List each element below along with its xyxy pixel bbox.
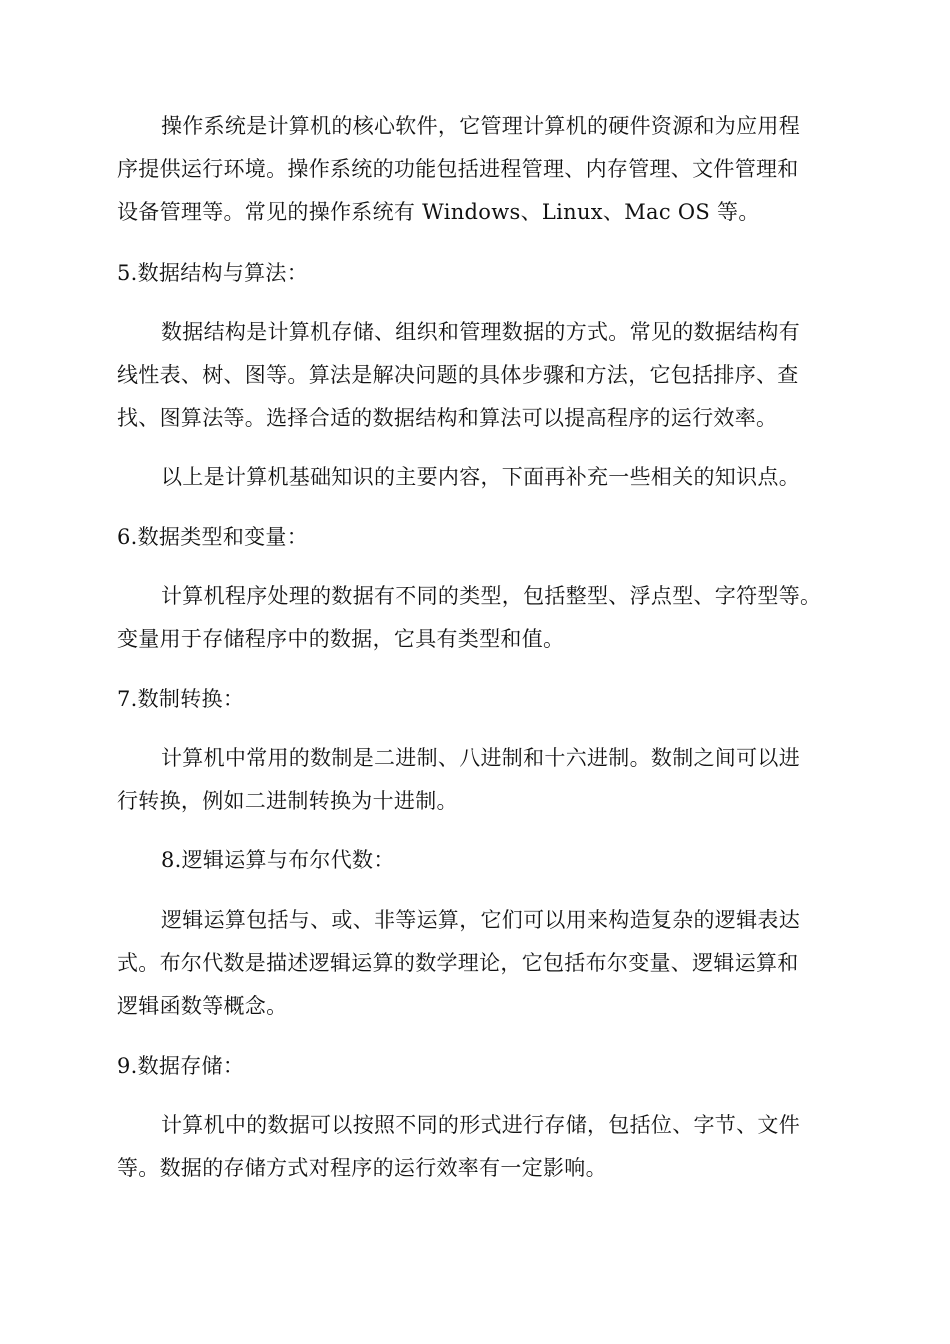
paragraph-ds-line-1: 数据结构是计算机存储、组织和管理数据的方式。常见的数据结构有 (161, 320, 800, 344)
paragraph-ds-line-3: 找、图算法等。选择合适的数据结构和算法可以提高程序的运行效率。 (117, 406, 778, 430)
paragraph-transition: 以上是计算机基础知识的主要内容，下面再补充一些相关的知识点。 (161, 465, 800, 489)
paragraph-storage-line-1: 计算机中的数据可以按照不同的形式进行存储，包括位、字节、文件 (161, 1113, 800, 1137)
paragraph-logic-line-3: 逻辑函数等概念。 (117, 994, 288, 1018)
paragraph-os-line-2: 序提供运行环境。操作系统的功能包括进程管理、内存管理、文件管理和 (117, 157, 799, 181)
paragraph-ds-line-2: 线性表、树、图等。算法是解决问题的具体步骤和方法，它包括排序、查 (117, 363, 799, 387)
paragraph-logic-line-2: 式。布尔代数是描述逻辑运算的数学理论，它包括布尔变量、逻辑运算和 (117, 951, 799, 975)
heading-section-9: 9.数据存储： (117, 1054, 245, 1078)
heading-section-5: 5.数据结构与算法： (117, 261, 309, 285)
paragraph-numsys-line-1: 计算机中常用的数制是二进制、八进制和十六进制。数制之间可以进 (161, 746, 800, 770)
paragraph-types-line-2: 变量用于存储程序中的数据，它具有类型和值。 (117, 627, 565, 651)
heading-section-6: 6.数据类型和变量： (117, 525, 309, 549)
paragraph-os-line-3: 设备管理等。常见的操作系统有 Windows、Linux、Mac OS 等。 (117, 200, 760, 224)
paragraph-os-line-1: 操作系统是计算机的核心软件，它管理计算机的硬件资源和为应用程 (161, 114, 800, 138)
paragraph-numsys-line-2: 行转换，例如二进制转换为十进制。 (117, 789, 458, 813)
heading-section-8: 8.逻辑运算与布尔代数： (161, 848, 395, 872)
paragraph-logic-line-1: 逻辑运算包括与、或、非等运算，它们可以用来构造复杂的逻辑表达 (161, 908, 800, 932)
paragraph-storage-line-2: 等。数据的存储方式对程序的运行效率有一定影响。 (117, 1156, 607, 1180)
paragraph-types-line-1: 计算机程序处理的数据有不同的类型，包括整型、浮点型、字符型等。 (161, 584, 822, 608)
heading-section-7: 7.数制转换： (117, 687, 245, 711)
